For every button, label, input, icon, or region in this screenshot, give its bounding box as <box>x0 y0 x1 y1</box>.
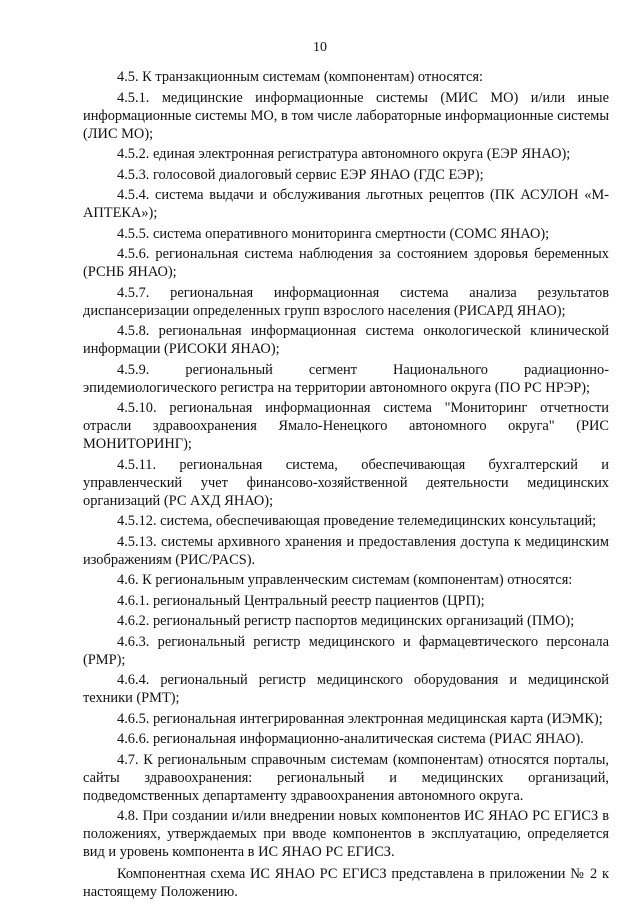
paragraph: 4.5.5. система оперативного мониторинга смертности (СОМС ЯНАО); <box>117 225 550 242</box>
paragraph: 4.6.4. региональный регистр медицинского оборудования и медицинской техники (РМТ); <box>83 672 609 706</box>
paragraph: 4.6.5. региональная интегрированная электронная медицинская карта (ИЭМК); <box>117 710 603 727</box>
paragraph: 4.6.3. региональный регистр медицинского и фармацевтического персонала (РМР); <box>83 633 609 668</box>
paragraph: 4.5.4. система выдачи и обслуживания льготных рецептов (ПК АСУЛОН «М-АПТЕКА»); <box>83 187 609 221</box>
paragraph: 4.5. К транзакционным системам (компонентам) относятся: <box>117 69 483 85</box>
paragraph: 4.5.12. система, обеспечивающая проведение телемедицинских консультаций; <box>117 513 597 529</box>
page-number: 10 <box>313 40 327 55</box>
paragraph: 4.5.2. единая электронная регистратура автономного округа (ЕЭР ЯНАО); <box>117 146 571 162</box>
paragraph: 4.7. К региональным справочным системам (компонентам) относятся порталы, сайты здравоохранения: региональный и медицинских организаций, подведомственных департаменту здравоохранения автономного округа. <box>83 751 609 804</box>
paragraph: 4.5.11. региональная система, обеспечивающая бухгалтерский и управленческий учет финансово-хозяйственной деятельности медицинских организаций (РС АХД ЯНАО); <box>83 456 609 509</box>
paragraph: 4.5.7. региональная информационная система анализа результатов диспансеризации определенных групп взрослого населения (РИСАРД ЯНАО); <box>83 284 609 319</box>
paragraph: 4.5.1. медицинские информационные системы (МИС МО) и/или иные информационные системы МО, в том числе лабораторные информационные системы (ЛИС МО); <box>83 89 609 142</box>
document-body <box>83 68 609 904</box>
paragraph: 4.6. К региональным управленческим системам (компонентам) относятся: <box>117 572 573 588</box>
paragraph: 4.5.3. голосовой диалоговый сервис ЕЭР ЯНАО (ГДС ЕЭР); <box>117 166 484 183</box>
paragraph: 4.8. При создании и/или внедрении новых компонентов ИС ЯНАО РС ЕГИСЗ в положениях, утверждаемых при вводе компонентов в эксплуатацию, определяется вид и уровень компонента в ИС ЯНАО РС ЕГИСЗ. <box>83 808 609 860</box>
paragraph: 4.5.8. региональная информационная система онкологической клинической информации (РИСОКИ ЯНАО); <box>83 323 609 357</box>
paragraph: 4.6.6. региональная информационно-аналитическая система (РИАС ЯНАО). <box>117 731 584 747</box>
paragraph: 4.5.13. системы архивного хранения и предоставления доступа к медицинским изображениям (РИС/PACS). <box>83 533 609 568</box>
paragraph: 4.6.1. региональный Центральный реестр пациентов (ЦРП); <box>117 592 485 609</box>
paragraph: 4.5.9. региональный сегмент Национального радиационно-эпидемиологического регистра на территории автономного округа (ПО РС НРЭР); <box>83 361 609 396</box>
paragraph: 4.5.10. региональная информационная система "Мониторинг отчетности отрасли здравоохранения Ямало-Ненецкого автономного округа" (РИС МОНИТОРИНГ); <box>83 400 609 452</box>
paragraph: 4.5.6. региональная система наблюдения за состоянием здоровья беременных (РСНБ ЯНАО); <box>83 246 609 280</box>
paragraph: Компонентная схема ИС ЯНАО РС ЕГИСЗ представлена в приложении № 2 к настоящему Положению. <box>83 866 609 900</box>
paragraph: 4.6.2. региональный регистр паспортов медицинских организаций (ПМО); <box>117 613 575 629</box>
